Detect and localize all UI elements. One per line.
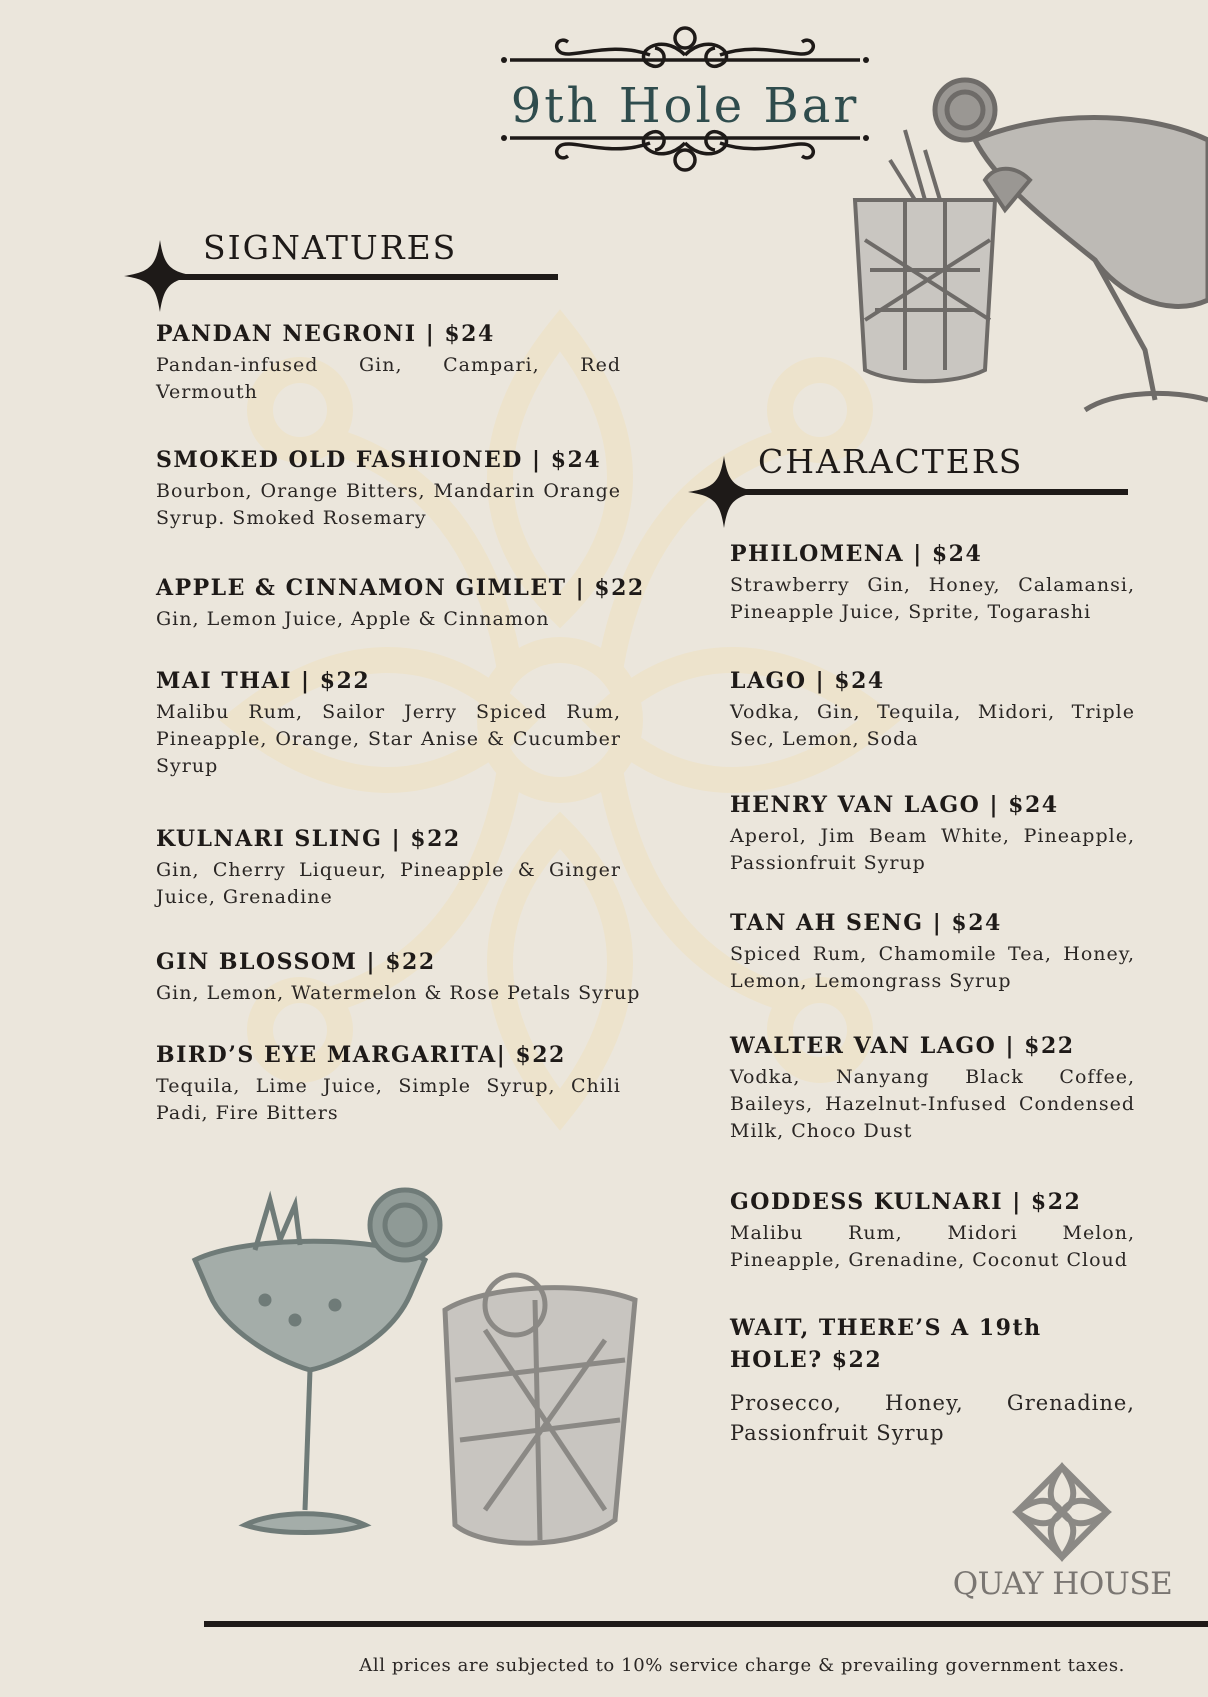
item-description: Gin, Cherry Liqueur, Pineapple & Ginger Juice, Grenadine [156,859,621,908]
item-description: Malibu Rum, Midori Melon, Pineapple, Grenadine, Coconut Cloud [730,1222,1135,1271]
cocktail-illustration-top [845,70,1208,430]
menu-item [730,1312,1135,1448]
signatures-heading: SIGNATURES [203,228,458,267]
item-name: SMOKED OLD FASHIONED | $24 [156,447,602,473]
item-description: Spiced Rum, Chamomile Tea, Honey, Lemon, Lemongrass Syrup [730,943,1135,992]
quay-house-flower-logo-icon [1012,1462,1112,1562]
characters-heading: CHARACTERS [758,442,1024,481]
menu-item [156,446,621,532]
item-name: PHILOMENA | $24 [730,541,983,567]
item-description: Pandan-infused Gin, Campari, Red Vermouth [156,354,621,403]
menu-item [156,320,621,406]
item-name: WALTER VAN LAGO | $22 [730,1033,1075,1059]
cocktail-illustration-bottom [185,1180,655,1580]
item-description: Malibu Rum, Sailor Jerry Spiced Rum, Pineapple, Orange, Star Anise & Cucumber Syrup [156,701,621,777]
menu-item [156,825,621,911]
item-description: Tequila, Lime Juice, Simple Syrup, Chili Padi, Fire Bitters [156,1075,621,1124]
item-name: APPLE & CINNAMON GIMLET | $22 [156,575,645,601]
item-name: BIRD’S EYE MARGARITA| $22 [156,1042,566,1068]
item-description: Prosecco, Honey, Grenadine, Passionfruit Syrup [730,1391,1135,1445]
menu-item [730,1032,1135,1145]
menu-item [730,909,1135,995]
item-name: PANDAN NEGRONI | $24 [156,321,495,347]
menu-item [730,791,1135,877]
title-block [490,10,880,190]
rocks-glass-icon [855,130,1030,381]
menu-item [156,948,676,1007]
item-name: MAI THAI | $22 [156,668,371,694]
margarita-glass-icon [195,1190,440,1533]
menu-item [156,574,645,633]
item-name: HENRY VAN LAGO | $24 [730,792,1059,818]
brand-name: QUAY HOUSE [952,1566,1173,1602]
footer-rule [204,1621,1208,1627]
item-name: WAIT, THERE’S A 19th HOLE? $22 [730,1315,1042,1373]
item-name: GIN BLOSSOM | $22 [156,949,436,975]
item-description: Gin, Lemon Juice, Apple & Cinnamon [156,608,550,630]
menu-item [730,540,1135,626]
item-name: TAN AH SENG | $24 [730,910,1002,936]
item-description: Vodka, Nanyang Black Coffee, Baileys, Hazelnut-Infused Condensed Milk, Choco Dust [730,1066,1135,1142]
brand-logo [945,1462,1180,1612]
item-name: GODDESS KULNARI | $22 [730,1189,1082,1215]
characters-rule [726,489,1128,495]
menu-item [156,667,621,780]
footer-note: All prices are subjected to 10% service charge & prevailing government taxes. [359,1655,1125,1676]
old-fashioned-glass-icon [445,1275,635,1543]
item-description: Bourbon, Orange Bitters, Mandarin Orange Syrup. Smoked Rosemary [156,480,621,529]
menu-item [156,1041,621,1127]
item-description: Aperol, Jim Beam White, Pineapple, Passionfruit Syrup [730,825,1135,874]
signatures-rule [160,274,558,280]
item-description: Gin, Lemon, Watermelon & Rose Petals Syrup [156,982,641,1004]
menu-item [730,667,1135,753]
page-title: 9th Hole Bar [510,78,860,134]
menu-item [730,1188,1135,1274]
item-description: Vodka, Gin, Tequila, Midori, Triple Sec, Lemon, Soda [730,701,1135,750]
item-name: KULNARI SLING | $22 [156,826,461,852]
item-description: Strawberry Gin, Honey, Calamansi, Pineapple Juice, Sprite, Togarashi [730,574,1135,623]
item-name: LAGO | $24 [730,668,885,694]
